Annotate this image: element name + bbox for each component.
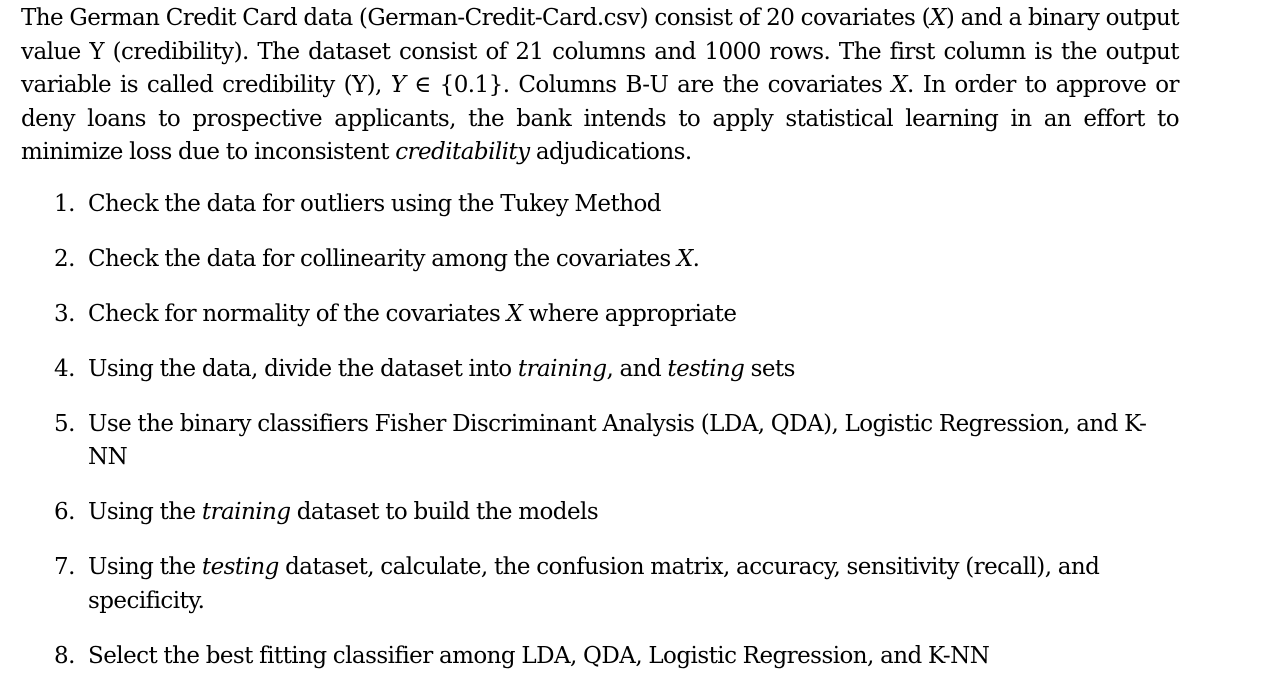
list-item (21, 551, 1179, 618)
list-item (21, 353, 1179, 387)
item-text-end: sets (744, 355, 795, 382)
list-item (21, 243, 1179, 277)
emphasis-training: training (517, 355, 607, 382)
list-item (21, 298, 1179, 332)
math-x: X (676, 245, 693, 272)
math-x: X (506, 300, 523, 327)
math-y: Y (390, 72, 406, 98)
item-text-end: dataset, calculate, the confusion matrix, accuracy, sensitivity (recall), and specificity. (88, 554, 1100, 614)
item-text: Use the binary classifiers Fisher Discriminant Analysis (LDA, QDA), Logistic Regression, and K-NN (88, 410, 1147, 470)
emphasis-creditability: creditability (395, 139, 530, 165)
list-number: 3. (54, 300, 75, 327)
emphasis-training: training (201, 499, 291, 525)
list-item (21, 640, 1179, 674)
list-item (21, 188, 1179, 222)
math-x-2: X (891, 72, 908, 98)
item-text-end: where appropriate (522, 300, 737, 327)
item-text: Select the best fitting classifier among LDA, QDA, Logistic Regression, and K-NN (88, 642, 990, 669)
item-text-end: . (692, 245, 700, 272)
intro-text-3: ∈ {0.1}. Columns B-U are the covariates (405, 72, 892, 98)
item-text-end: dataset to build the models (290, 499, 599, 525)
list-number: 6. (54, 499, 75, 525)
list-number: 7. (54, 554, 75, 580)
item-text: Check the data for outliers using the Tukey Method (88, 190, 661, 217)
intro-text-5: adjudications. (529, 139, 692, 165)
item-text: Check for normality of the covariates (88, 300, 507, 327)
intro-text-1: The German Credit Card data (German-Credit-Card.csv) consist of 20 covariates ( (21, 5, 931, 31)
list-number: 5. (54, 410, 75, 437)
list-number: 1. (54, 190, 75, 217)
item-text-mid: , and (606, 355, 668, 382)
list-item (21, 408, 1179, 475)
document-body (21, 2, 1179, 695)
item-text: Check the data for collinearity among the covariates (88, 245, 677, 272)
item-text: Using the (88, 554, 202, 580)
list-number: 8. (54, 642, 75, 669)
list-number: 2. (54, 245, 75, 272)
list-item (21, 496, 1179, 530)
item-text: Using the data, divide the dataset into (88, 355, 518, 382)
math-x: X (930, 5, 946, 31)
task-list (21, 188, 1179, 674)
emphasis-testing: testing (667, 355, 745, 382)
intro-paragraph (21, 2, 1179, 170)
intro-text-4: . In order to approve or deny loans to prospective applicants, the bank intends to apply statistical learning in an effort to minimize loss due to inconsistent (21, 72, 1179, 165)
item-text: Using the (88, 499, 202, 525)
list-number: 4. (54, 355, 75, 382)
emphasis-testing: testing (201, 554, 279, 580)
intro-text-2: ) and a binary output value Y (credibility). The dataset consist of 21 columns and 1000 rows. The first column is the output variable is called credibility (Y), (21, 5, 1179, 98)
